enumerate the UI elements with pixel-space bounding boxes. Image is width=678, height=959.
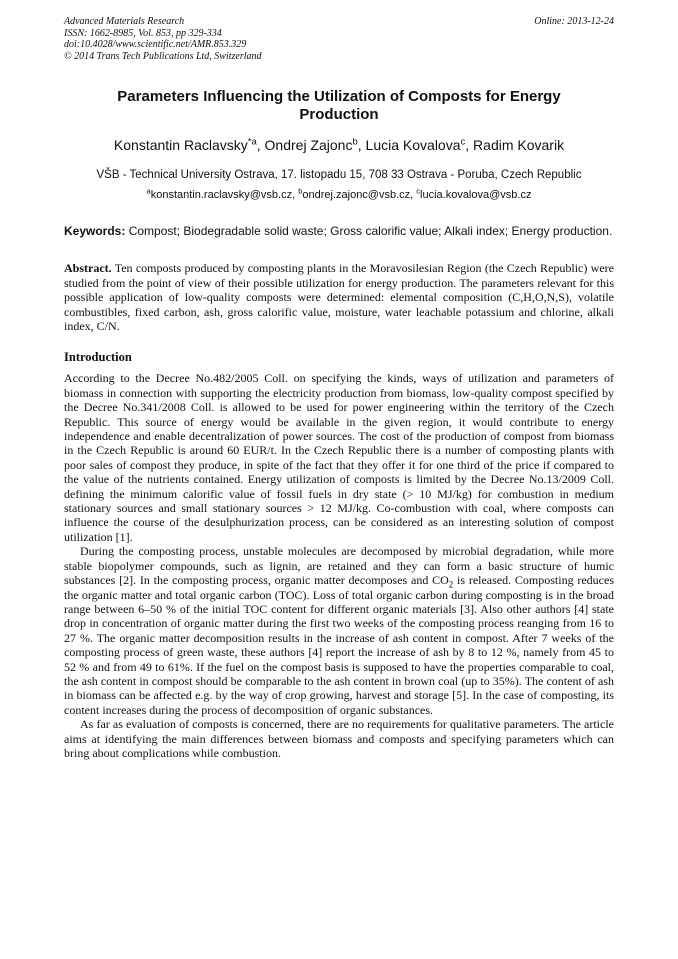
email[interactable]: $^c$lucia.kovalova@vsb.cz [416,186,532,202]
intro-paragraph-2: During the composting process, unstable molecules are decomposed by microbial degradation, while more stable biopolymer compounds, such as lignin, are retained and they can form a basic structure of humic substances [2]. In the composting process, organic matter decomposes and $CO_2$ is released. Composting reduces the organic matter and total organic carbon (TOC). Loss of total organic carbon during composting is in the broad range between 6–50 % of the initial TOC content for different organic materials [3]. Also other authors [4] state drop in concentration of organic matter during the first two weeks of the composting process reanging from 16 to 27 %. The organic matter decomposition results in the increase of ash content in compost. After 7 weeks of the composting process of green waste, these authors [4] report the increase of ash by 8 to 12 %, namely from 45 to 52 % and from 49 to 61%. If the fuel on the compost basis is supposed to have the properties comparable to coal, the ash content in compost should be comparable to the ash content in brown coal (up to 35%). The content of ash in biomass can be affected e.g. by the way of crop growing, harvest and storage [5]. In the case of composting, its content increases during the process of decomposition of organic substances. [64,544,614,717]
author-mark: c [460,136,466,148]
paper-title: Parameters Influencing the Utilization of Composts for Energy Production [117,88,561,124]
email[interactable]: $^a$konstantin.raclavsky@vsb.cz [146,186,293,202]
online-date: Online: 2013-12-24 [534,16,614,27]
intro-paragraph-3: As far as evaluation of composts is concerned, there are no requirements for qualitative parameters. The article aims at identifying the main differences between biomass and composts and specifying parameters which can bring about complications while combustion. [64,717,614,760]
author: Konstantin Raclavsky$^{*a}$, [113,136,265,154]
author-mark: *a [247,136,257,148]
keywords-label: Keywords: [64,224,126,239]
running-header [64,16,614,62]
doi-line: doi:10.4028/www.scientific.net/AMR.853.329 [64,39,247,51]
author-mark: b [352,136,358,148]
issn-line: ISSN: 1662-8985, Vol. 853, pp 329-334 [64,27,222,39]
copyright-line: © 2014 Trans Tech Publications Ltd, Switzerland [64,50,262,62]
keywords-text: Compost; Biodegradable solid waste; Gross calorific value; Alkali index; Energy production. [125,224,613,239]
email[interactable]: $^b$ondrej.zajonc@vsb.cz [298,186,411,202]
section-heading-introduction: Introduction [64,350,132,365]
author-list [64,136,614,154]
author: Radim Kovarik [473,137,565,154]
abstract-text: Ten composts produced by composting plants in the Moravosilesian Region (the Czech Republic) were studied from the point of view of their possible utilization for energy production. The parameters relevant for this possible application of low-quality composts were determined: elemental composition (C,H,O,N,S), volatile combustibles, fixed carbon, ash, gross calorific value, moisture, water leachable potassium and chlorine, alkali index, C/N. [64,261,614,333]
publication-info [64,16,262,62]
intro-paragraph-1: According to the Decree No.482/2005 Coll. on specifying the kinds, ways of utilization and parameters of biomass in connection with supporting the electricity production from biomass, low-quality compost specified by the Decree No.341/2008 Coll. is allowed to be used for power engineering within the territory of the Czech Republic. This source of energy would be available in the given region, it would contribute to energy independence and enable decentralization of power sources. The cost of the production of compost from biomass in the Czech Republic is around 60 EUR/t. In the Czech Republic there is a number of composting plants with poor sales of compost they produce, in spite of the fact that they offer it for one third of the price if compared to the value of the nutrients contained. Energy utilization of composts is limited by the Decree No.13/2009 Coll. defining the minimum calorific value of fossil fuels in dry state (> 10 MJ/kg) for combustion in medium stationary sources and small stationary sources > 12 MJ/kg. Co-combustion with coal, where composts can influence the course of the desulphurization process, can be considered as an interesting solution of compost utilization [1]. [64,371,614,544]
email-list: $^a$konstantin.raclavsky@vsb.cz, $^b$ondrej.zajonc@vsb.cz, $^c$lucia.kovalova@vsb.cz [146,186,532,202]
author: Lucia Kovalova$^c$, [365,136,474,154]
abstract [64,261,614,333]
keywords [64,224,614,238]
journal-name: Advanced Materials Research [64,16,185,27]
abstract-label: Abstract. [64,261,112,276]
affiliation: VŠB - Technical University Ostrava, 17. listopadu 15, 708 33 Ostrava - Poruba, Czech Republic [96,169,582,182]
author: Ondrej Zajonc$^b$, [264,136,366,154]
